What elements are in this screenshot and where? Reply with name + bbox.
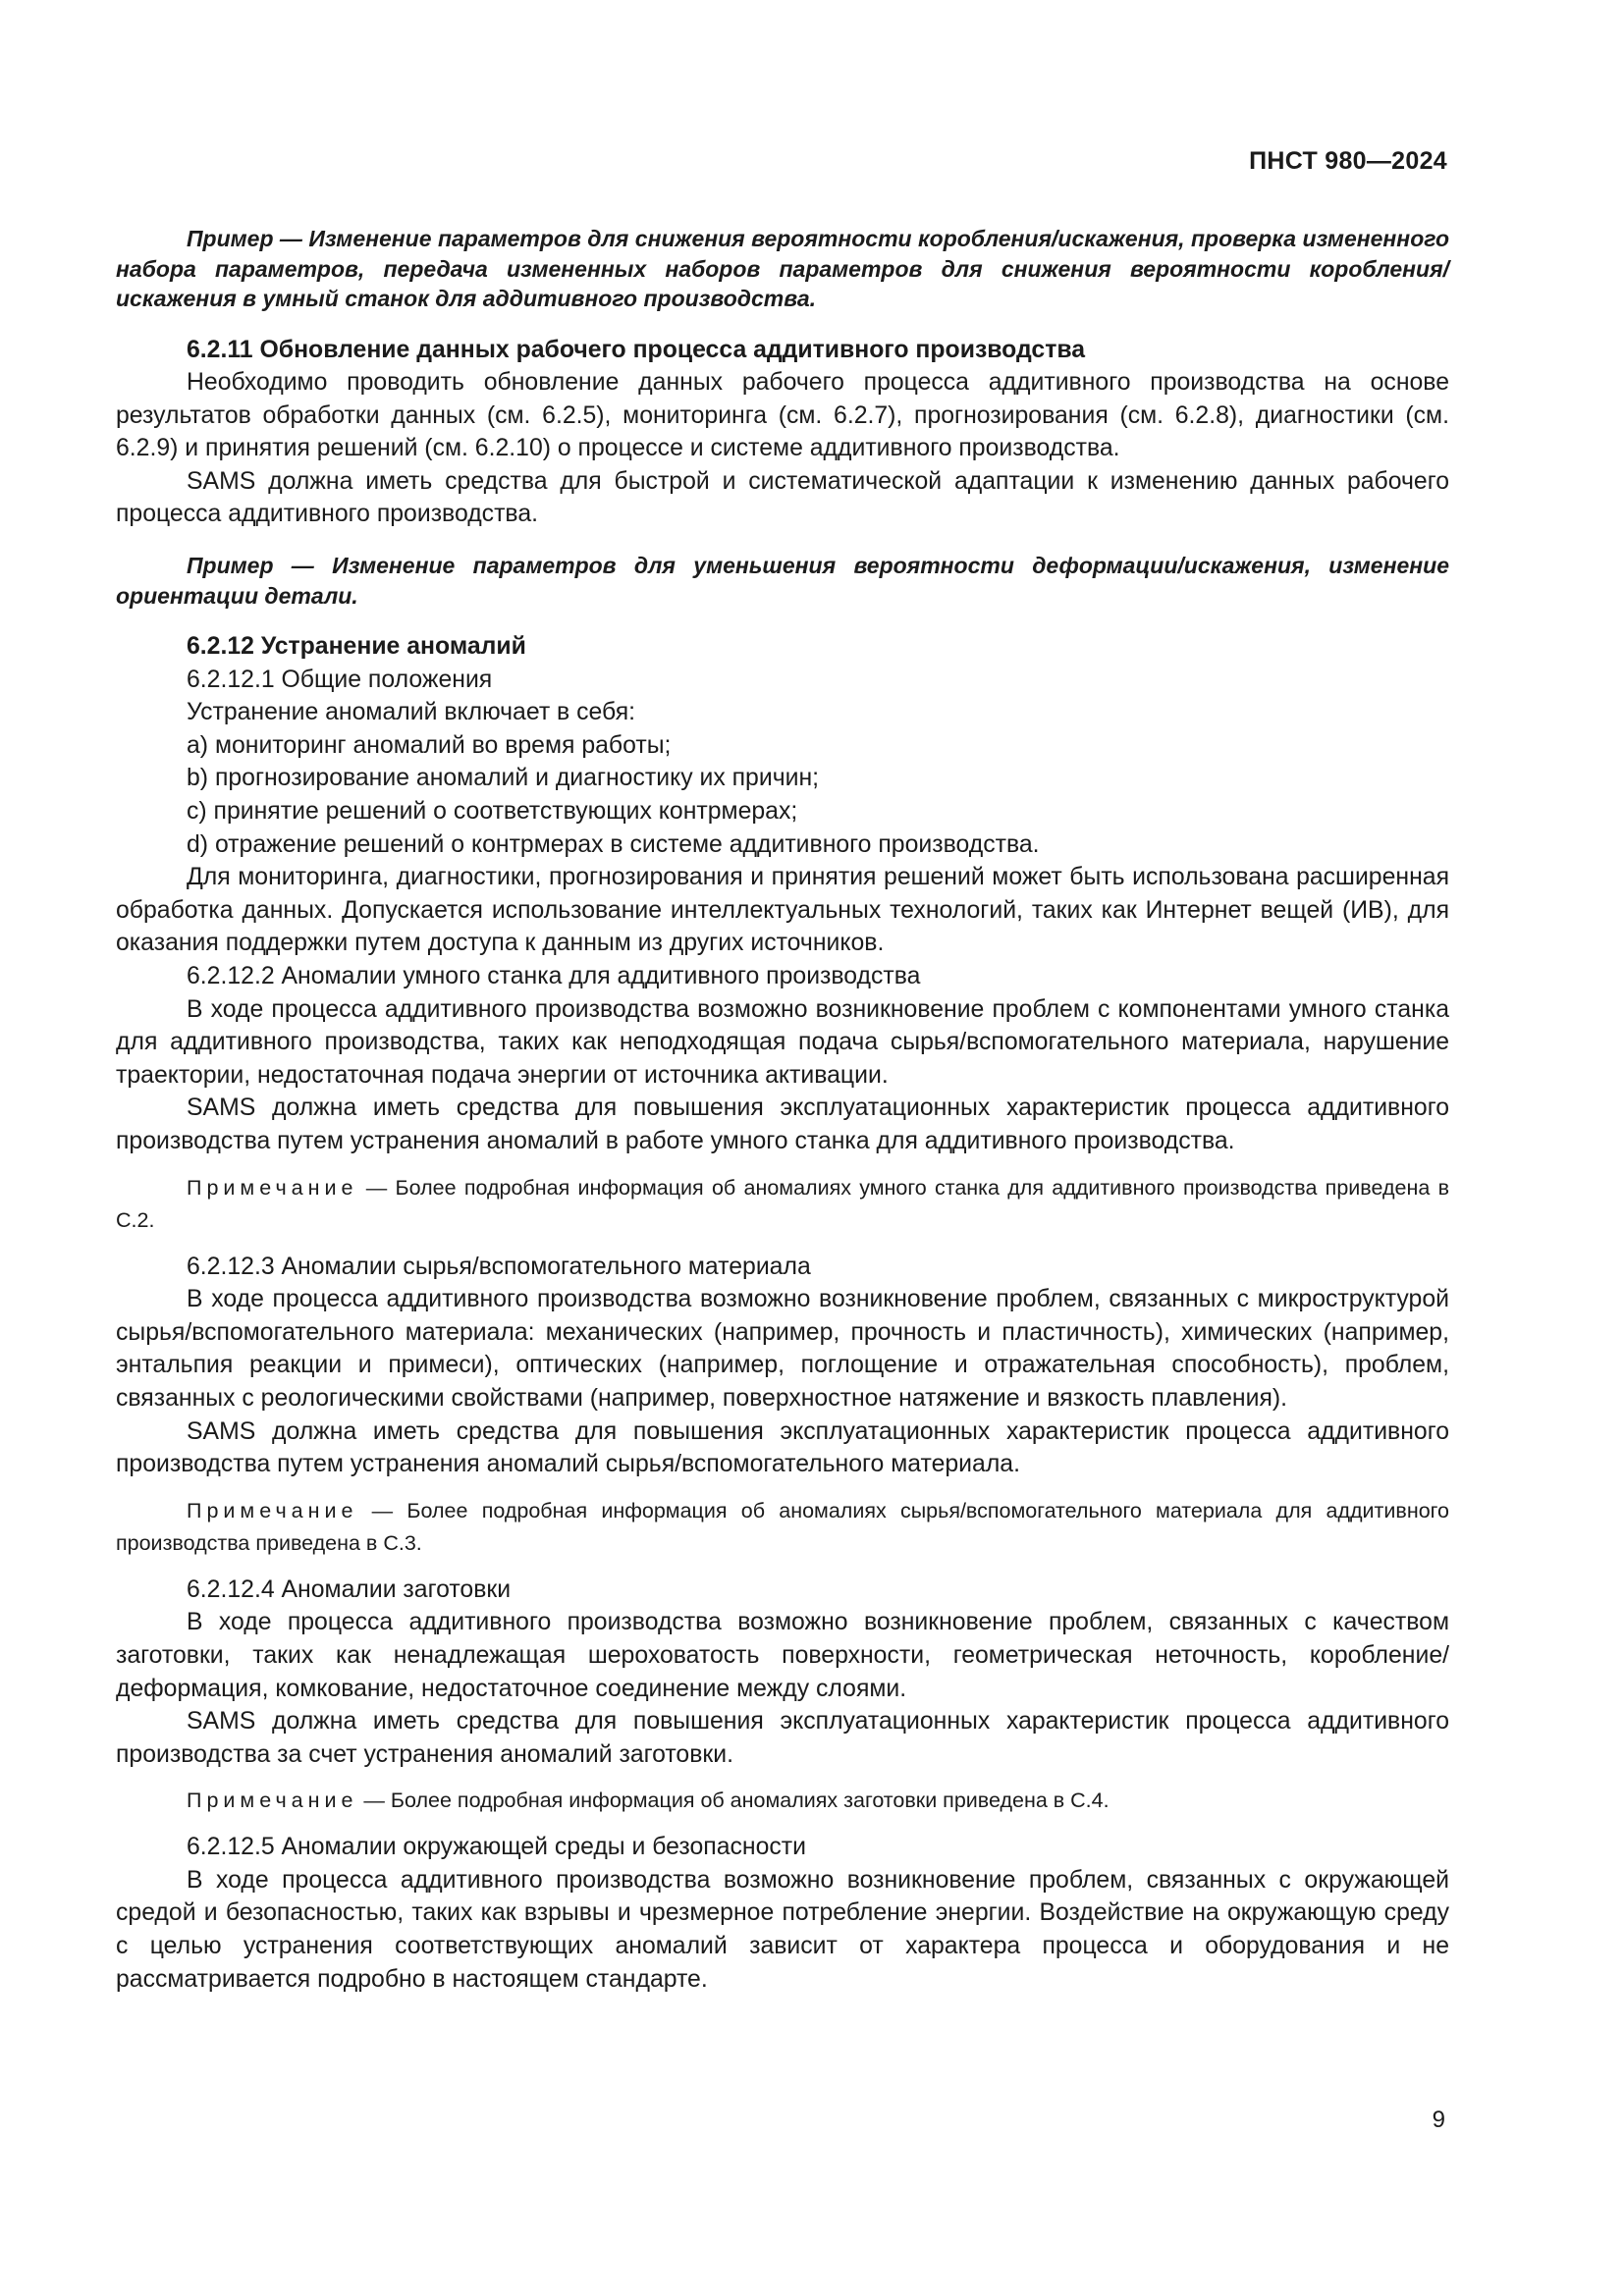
subheading-6-2-12-2: 6.2.12.2 Аномалии умного станка для аддитивного производства xyxy=(187,963,921,989)
subheading-6-2-12-1: 6.2.12.1 Общие положения xyxy=(187,666,493,693)
note-1 xyxy=(116,1172,1449,1237)
list-item: c) принятие решений о соответствующих контрмерах; xyxy=(187,798,798,826)
page-number: 9 xyxy=(1432,2107,1445,2133)
paragraph-10: SAMS должна иметь средства для повышения эксплуатационных характеристик процесса аддитивного производства за счет устранения аномалий заготовки. xyxy=(116,1708,1449,1768)
heading-6-2-11: 6.2.11 Обновление данных рабочего процесса аддитивного производства xyxy=(187,336,1086,363)
list-item: a) мониторинг аномалий во время работы; xyxy=(187,731,672,759)
note-label: Примечание xyxy=(187,1498,358,1522)
paragraph-7: В ходе процесса аддитивного производства возможно возникновение проблем, связанных с микроструктурой сырья/вспомогательного материала: механических (например, прочность и пластичность), химических (например, энтальпия реакции и примеси), оптических (например, поглощение и отражательная способность), проблем, связанных с реологическими свойствами (например, поверхностное натяжение и вязкость плавления). xyxy=(116,1286,1449,1412)
paragraph-4: Для мониторинга, диагностики, прогнозирования и принятия решений может быть использована расширенная обработка данных. Допускается использование интеллектуальных технологий, таких как Интернет вещей (ИВ), для оказания поддержки путем доступа к данным из других источников. xyxy=(116,864,1449,957)
example-2: Пример — Изменение параметров для уменьшения вероятности деформации/искажения, изменение ориентации детали. xyxy=(116,553,1449,609)
paragraph-8: SAMS должна иметь средства для повышения эксплуатационных характеристик процесса аддитивного производства путем устранения аномалий сырья/вспомогательного материала. xyxy=(116,1417,1449,1478)
subheading-6-2-12-5: 6.2.12.5 Аномалии окружающей среды и безопасности xyxy=(187,1834,807,1861)
note-text: — Более подробная информация об аномалиях сырья/вспомогательного материала для аддитивного производства приведена в С.3. xyxy=(116,1498,1449,1555)
paragraph-9: В ходе процесса аддитивного производства возможно возникновение проблем, связанных с качеством заготовки, таких как ненадлежащая шероховатость поверхности, геометрическая неточность, коробление/деформация, комкование, недостаточное соединение между слоями. xyxy=(116,1609,1449,1702)
example-1: Пример — Изменение параметров для снижения вероятности коробления/искажения, проверка измененного набора параметров, передача измененных наборов параметров для снижения вероятности коробления/искажения в умный станок для аддитивного производства. xyxy=(116,226,1449,311)
list-item: b) прогнозирование аномалий и диагностику их причин; xyxy=(187,765,820,792)
note-label: Примечание xyxy=(187,1789,358,1813)
note-text: — Более подробная информация об аномалиях заготовки приведена в С.4. xyxy=(357,1789,1110,1813)
list-item: d) отражение решений о контрмерах в системе аддитивного производства. xyxy=(187,830,1040,858)
paragraph-6: SAMS должна иметь средства для повышения эксплуатационных характеристик процесса аддитивного производства путем устранения аномалий в работе умного станка для аддитивного производства. xyxy=(116,1095,1449,1154)
paragraph-2: SAMS должна иметь средства для быстрой и систематической адаптации к изменению данных рабочего процесса аддитивного производства. xyxy=(116,467,1449,528)
paragraph-11: В ходе процесса аддитивного производства возможно возникновение проблем, связанных с окружающей средой и безопасностью, таких как взрывы и чрезмерное потребление энергии. Воздействие на окружающую среду с целью устранения соответствующих аномалий зависит от характера процесса и оборудования и не рассматривается подробно в настоящем стандарте. xyxy=(116,1866,1449,1993)
subheading-6-2-12-4: 6.2.12.4 Аномалии заготовки xyxy=(187,1575,512,1603)
paragraph-1: Необходимо проводить обновление данных рабочего процесса аддитивного производства на основе результатов обработки данных (см. 6.2.5), мониторинга (см. 6.2.7), прогнозирования (см. 6.2.8), диагностики (см. 6.2.9) и принятия решений (см. 6.2.10) о процессе и системе аддитивного производства. xyxy=(116,369,1449,462)
note-3 xyxy=(116,1785,1449,1817)
paragraph-3: Устранение аномалий включает в себя: xyxy=(187,699,636,726)
note-2 xyxy=(116,1495,1449,1560)
paragraph-5: В ходе процесса аддитивного производства возможно возникновение проблем с компонентами умного станка для аддитивного производства, таких как неподходящая подача сырья/вспомогательного материала, нарушение траектории, недостаточная подача энергии от источника активации. xyxy=(116,995,1449,1089)
note-label: Примечание xyxy=(187,1175,358,1200)
subheading-6-2-12-3: 6.2.12.3 Аномалии сырья/вспомогательного материала xyxy=(187,1253,811,1280)
note-text: — Более подробная информация об аномалиях умного станка для аддитивного производства приведена в С.2. xyxy=(116,1175,1449,1232)
heading-6-2-12: 6.2.12 Устранение аномалий xyxy=(187,633,526,661)
document-code: ПНСТ 980—2024 xyxy=(1249,147,1447,175)
page-content xyxy=(116,224,1449,1996)
